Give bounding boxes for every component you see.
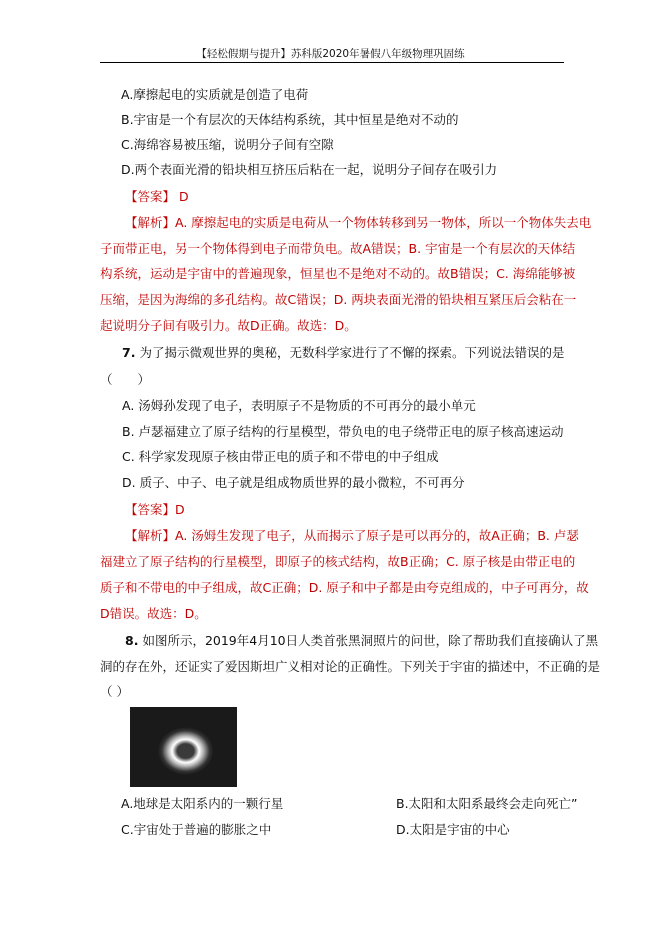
q7-analysis-line: 福建立了原子结构的行星模型，即原子的核式结构，故B正确；C. 原子核是由带正电的 xyxy=(100,554,576,569)
q8-stem-text: 如图所示，2019年4月10日人类首张黑洞照片的问世，除了帮助我们直接确认了黑 xyxy=(142,633,599,648)
page-header: 【轻松假期与提升】苏科版2020年暑假八年级物理巩固练 xyxy=(196,48,465,60)
q6-answer: 【答案】 D xyxy=(125,189,189,204)
q8-stem xyxy=(125,633,598,649)
q6-analysis-line: 【解析】A. 摩擦起电的实质是电荷从一个物体转移到另一物体，所以一个物体失去电 xyxy=(125,215,592,230)
q6-analysis-line: 压缩，是因为海绵的多孔结构。故C错误；D. 两块表面光滑的铅块相互紧压后会粘在一 xyxy=(100,292,577,307)
q8-number: 8. xyxy=(125,633,139,648)
black-hole-image xyxy=(130,707,237,787)
q8-option-b: B.太阳和太阳系最终会走向死亡” xyxy=(396,796,578,811)
q7-option-a: A. 汤姆孙发现了电子，表明原子不是物质的不可再分的最小单元 xyxy=(122,398,476,413)
q8-option-a: A.地球是太阳系内的一颗行星 xyxy=(121,796,284,811)
q7-option-b: B. 卢瑟福建立了原子结构的行星模型，带负电的电子绕带正电的原子核高速运动 xyxy=(122,424,564,439)
q7-blank: （ ） xyxy=(100,372,151,387)
q6-option-d: D.两个表面光滑的铅块相互挤压后粘在一起，说明分子间存在吸引力 xyxy=(121,162,498,177)
q7-stem-text: 为了揭示微观世界的奥秘，无数科学家进行了不懈的探索。下列说法错误的是 xyxy=(139,345,565,360)
q6-analysis-line: 子而带正电，另一个物体得到电子而带负电。故A错误；B. 宇宙是一个有层次的天体结 xyxy=(100,241,576,256)
q8-option-d: D.太阳是宇宙的中心 xyxy=(396,822,510,837)
q7-option-c: C. 科学家发现原子核由带正电的质子和不带电的中子组成 xyxy=(122,449,439,464)
q7-stem xyxy=(122,345,564,361)
q7-analysis-line: 【解析】A. 汤姆生发现了电子，从而揭示了原子是可以再分的，故A正确；B. 卢瑟 xyxy=(125,528,579,543)
q8-option-c: C.宇宙处于普遍的膨胀之中 xyxy=(121,822,272,837)
q8-blank: （ ） xyxy=(100,684,129,699)
header-rule xyxy=(100,62,564,63)
q7-analysis-line: 质子和不带电的中子组成，故C正确；D. 原子和中子都是由夸克组成的，中子可再分，故 xyxy=(100,580,589,595)
q6-option-c: C.海绵容易被压缩，说明分子间有空隙 xyxy=(121,137,334,152)
q7-answer: 【答案】D xyxy=(125,502,185,517)
q7-analysis-line: D错误。故选：D。 xyxy=(100,606,207,621)
q7-number: 7. xyxy=(122,345,136,360)
q6-option-b: B.宇宙是一个有层次的天体结构系统，其中恒星是绝对不动的 xyxy=(121,112,459,127)
q6-analysis-line: 构系统，运动是宇宙中的普遍现象，恒星也不是绝对不动的。故B错误；C. 海绵能够被 xyxy=(100,266,576,281)
q8-stem-line: 洞的存在外，还证实了爱因斯坦广义相对论的正确性。下列关于宇宙的描述中，不正确的是 xyxy=(100,659,601,674)
q7-option-d: D. 质子、中子、电子就是组成物质世界的最小微粒，不可再分 xyxy=(122,475,465,490)
q6-option-a: A.摩擦起电的实质就是创造了电荷 xyxy=(121,87,309,102)
q6-analysis-line: 起说明分子间有吸引力。故D正确。故选：D。 xyxy=(100,318,357,333)
